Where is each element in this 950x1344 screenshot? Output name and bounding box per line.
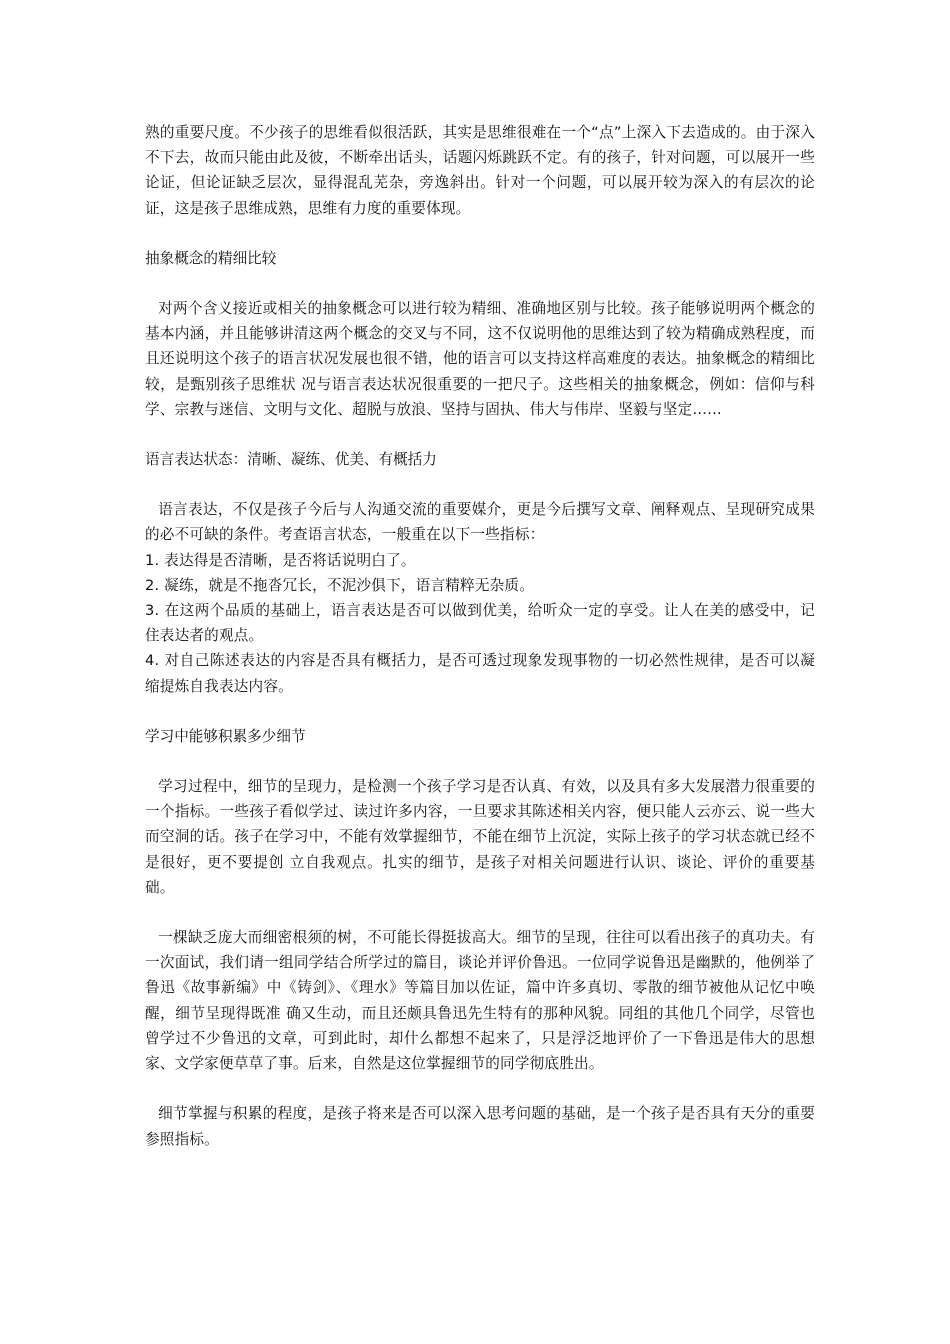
spacer <box>145 699 815 724</box>
heading-language-expression: 语言表达状态：清晰、凝练、优美、有概括力 <box>145 451 437 469</box>
list-item-2: 2. 凝练，就是不拖沓冗长，不泥沙俱下，语言精粹无杂质。 <box>145 576 535 594</box>
details-paragraph-3: 细节掌握与积累的程度，是孩子将来是否可以深入思考问题的基础，是一个孩子是否具有天分的重要参照指标。 <box>145 1105 815 1148</box>
details-paragraph-1: 学习过程中，细节的呈现力，是检测一个孩子学习是否认真、有效，以及具有多大发展潜力很重要的一个指标。一些孩子看似学过、读过许多内容，一旦要求其陈述相关内容，便只能人云亦云、说一些大而空洞的话。孩子在学习中，不能有效掌握细节，不能在细节上沉淀，实际上孩子的学习状态就已经不是很好，更不要提创 立自我观点。扎实的细节，是孩子对相关问题进行认识、谈论、评价的重要基础。 <box>145 778 815 896</box>
list-item-4: 4. 对自己陈述表达的内容是否具有概括力，是否可透过现象发现事物的一切必然性规律，是否可以凝缩提炼自我表达内容。 <box>145 652 815 695</box>
language-expression-paragraph: 语言表达，不仅是孩子今后与人沟通交流的重要媒介，更是今后撰写文章、阐释观点、呈现研究成果的必不可缺的条件。考查语言状态，一般重在以下一些指标： <box>145 501 815 544</box>
spacer <box>145 472 815 497</box>
details-paragraph-2: 一棵缺乏庞大而细密根须的树，不可能长得挺拔高大。细节的呈现，往往可以看出孩子的真功夫。有一次面试，我们请一组同学结合所学过的篇目，谈论并评价鲁迅。一位同学说鲁迅是幽默的，他例举了鲁迅《故事新编》中《铸剑》、《理水》等篇目加以佐证，篇中许多真切、零散的细节被他从记忆中唤醒，细节呈现得既准 确又生动，而且还颇具鲁迅先生特有的那种风貌。同组的其他几个同学，尽管也曾学过不少鲁迅的文章，可到此时，却什么都想不起来了，只是浮泛地评价了一下鲁迅是伟大的思想家、文学家便草草了事。后来，自然是这位掌握细节的同学彻底胜出。 <box>145 929 815 1073</box>
spacer <box>145 900 815 925</box>
spacer <box>145 221 815 246</box>
heading-details: 学习中能够积累多少细节 <box>145 727 306 745</box>
spacer <box>145 271 815 296</box>
spacer <box>145 749 815 774</box>
document-page <box>145 120 815 1152</box>
abstract-concepts-paragraph: 对两个含义接近或相关的抽象概念可以进行较为精细、准确地区别与比较。孩子能够说明两个概念的基本内涵，并且能够讲清这两个概念的交叉与不同，这不仅说明他的思维达到了较为精确成熟程度，而且还说明这个孩子的语言状况发展也很不错，他的语言可以支持这样高难度的表达。抽象概念的精细比较，是甄别孩子思维状 况与语言表达状况很重要的一把尺子。这些相关的抽象概念，例如：信仰与科学、宗教与迷信、文明与文化、超脱与放浪、坚持与固执、伟大与伟岸、坚毅与坚定…… <box>145 300 815 418</box>
heading-abstract-concepts: 抽象概念的精细比较 <box>145 249 277 267</box>
list-item-3: 3. 在这两个品质的基础上，语言表达是否可以做到优美，给听众一定的享受。让人在美的感受中，记住表达者的观点。 <box>145 602 815 645</box>
spacer <box>145 422 815 447</box>
intro-paragraph: 熟的重要尺度。不少孩子的思维看似很活跃，其实是思维很难在一个“点”上深入下去造成的。由于深入不下去，故而只能由此及彼，不断牵出话头，话题闪烁跳跃不定。有的孩子，针对问题，可以展开一些论证，但论证缺乏层次，显得混乱芜杂，旁逸斜出。针对一个问题，可以展开较为深入的有层次的论证，这是孩子思维成熟，思维有力度的重要体现。 <box>145 124 815 217</box>
spacer <box>145 1076 815 1101</box>
list-item-1: 1. 表达得是否清晰，是否将话说明白了。 <box>145 551 416 569</box>
